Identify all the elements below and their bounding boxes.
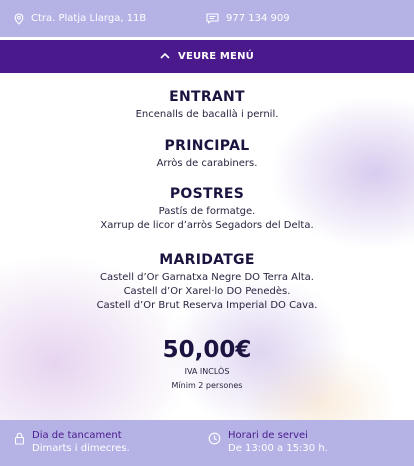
hours-value: De 13:00 a 15:30 h. (228, 443, 328, 454)
hours-title: Horari de servei (228, 430, 308, 441)
service-hours-info (208, 430, 328, 454)
vat-note: IVA INCLÒS (184, 367, 230, 376)
menu-item: Castell d’Or Brut Reserva Imperial DO Cava. (96, 300, 318, 311)
menu-item: Encenalls de bacallà i pernil. (135, 109, 279, 120)
map-pin-icon (14, 13, 24, 25)
menu-panel (0, 73, 414, 420)
clock-icon (208, 430, 228, 454)
address-item[interactable] (14, 13, 146, 25)
closing-day-info (14, 430, 130, 454)
price-block (0, 337, 414, 390)
menu-item: Xarrup de licor d’arròs Segadors del Delta. (100, 220, 314, 231)
section-title: POSTRES (169, 186, 245, 202)
section-maridatge (0, 252, 414, 311)
menu-toggle-button[interactable] (0, 40, 414, 73)
lock-icon (14, 430, 32, 454)
section-principal (0, 138, 414, 169)
closing-value: Dimarts i dimecres. (32, 443, 130, 454)
section-postres (0, 186, 414, 231)
menu-item: Castell d’Or Garnatxa Negre DO Terra Alta. (100, 272, 314, 283)
section-entrant (0, 89, 414, 120)
section-title: ENTRANT (169, 89, 245, 105)
top-info-bar (0, 0, 414, 37)
menu-item: Pastís de formatge. (158, 206, 256, 217)
phone-item[interactable] (206, 0, 290, 37)
menu-item: Arròs de carabiners. (156, 158, 258, 169)
phone-text: 977 134 909 (226, 13, 290, 24)
section-title: PRINCIPAL (164, 138, 250, 154)
chevron-up-icon (160, 51, 178, 62)
chat-phone-icon (206, 13, 219, 24)
minimum-note: Mínim 2 persones (171, 381, 243, 390)
address-text: Ctra. Platja Llarga, 11B (31, 13, 147, 24)
menu-price: 50,00€ (162, 337, 252, 363)
section-title: MARIDATGE (159, 252, 255, 268)
menu-toggle-label: VEURE MENÚ (178, 51, 254, 62)
closing-title: Dia de tancament (32, 430, 122, 441)
menu-item: Castell d’Or Xarel·lo DO Penedès. (123, 286, 291, 297)
bottom-info-bar (0, 420, 414, 466)
